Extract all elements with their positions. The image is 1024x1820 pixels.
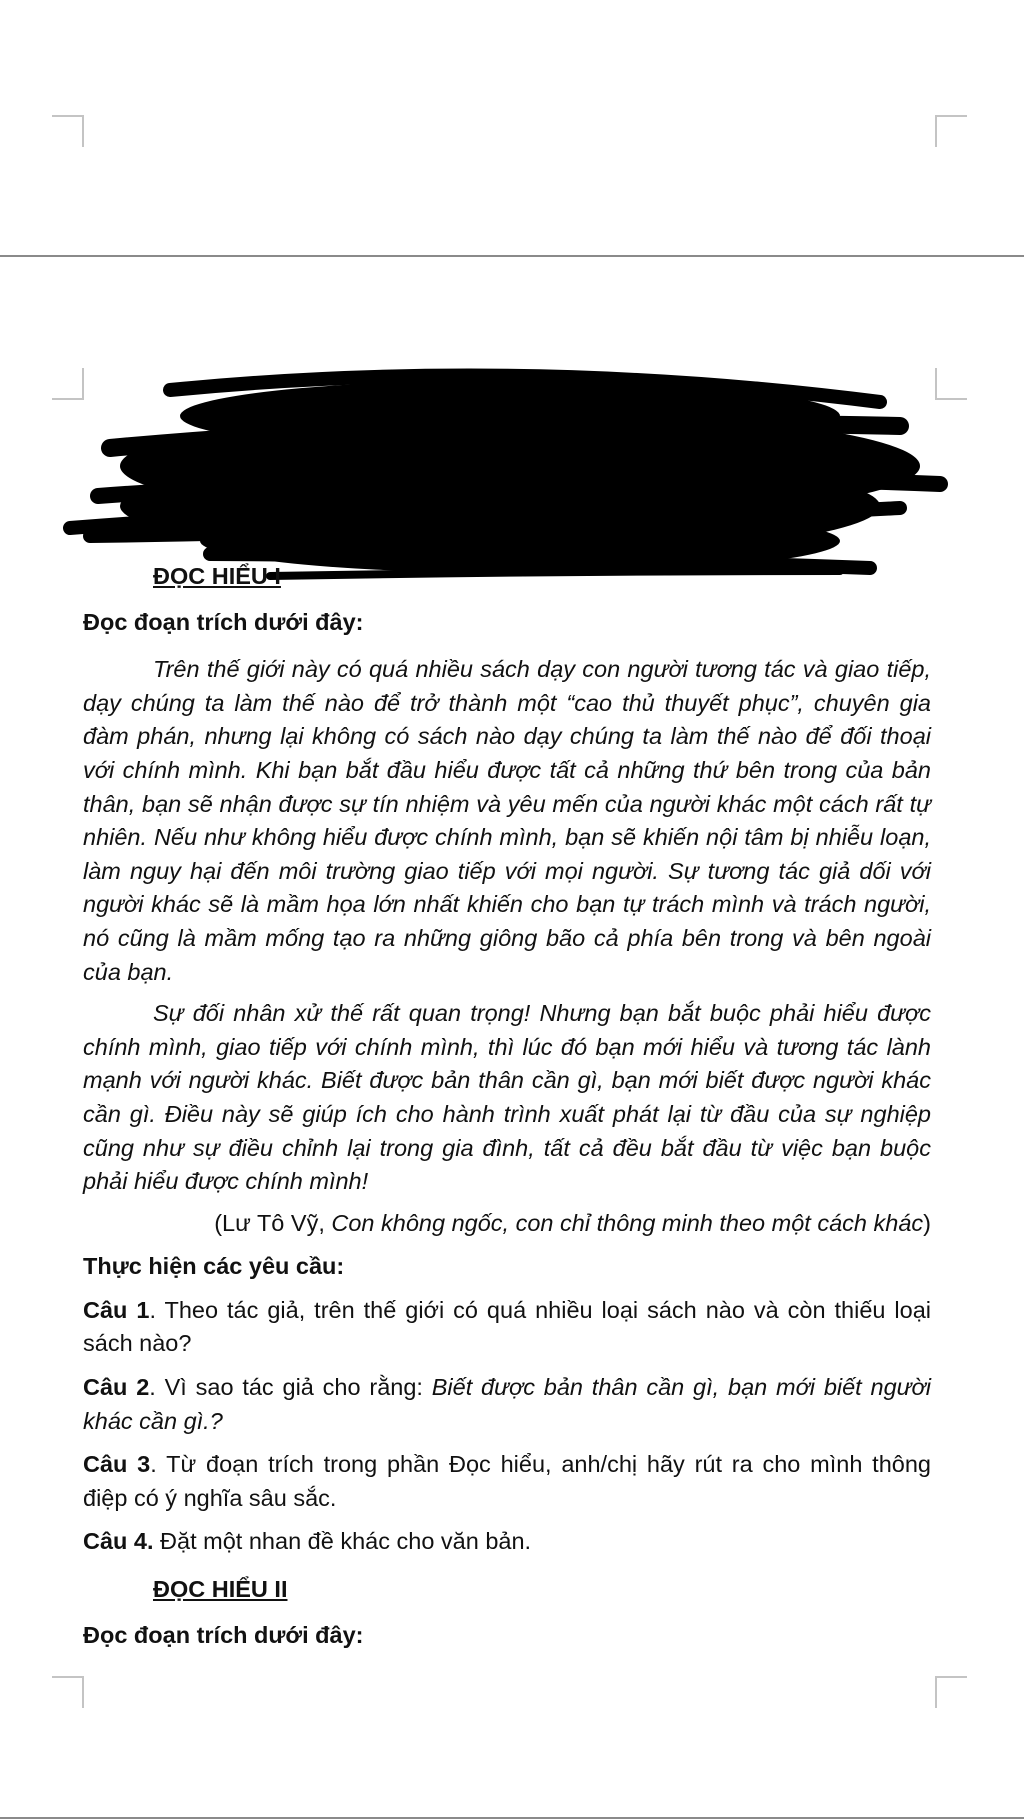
question-label: Câu 3 (83, 1451, 151, 1478)
tasks-label: Thực hiện các yêu cầu: (83, 1253, 345, 1280)
excerpt-paragraph: Trên thế giới này có quá nhiều sách dạy con người tương tác và giao tiếp, dạy chúng ta làm thế nào để trở thành một “cao thủ thuyết phục”, chuyên gia đàm phán, nhưng lại không có sách nào dạy chúng ta làm thế nào để đối thoại với chính mình. Khi bạn bắt đầu hiểu được tất cả những thứ bên trong của bản thân, bạn sẽ nhận được sự tín nhiệm và yêu mến của người khác một cách rất tự nhiên. Nếu như không hiểu được chính mình, bạn sẽ khiến nội tâm bị nhiễu loạn, làm nguy hại đến môi trường giao tiếp với mọi người. Sự tương tác giả dối với người khác sẽ là mầm họa lớn nhất khiến cho bạn tự trách mình và trách người, nó cũng là mầm mống tạo ra những giông bão cả phía bên trong và bên ngoài của bạn. (83, 656, 931, 985)
redaction-scribble (50, 356, 950, 586)
question-quote: Biết được bản thân cần gì, bạn mới biết người khác cần gì.? (83, 1374, 931, 1434)
citation-author: (Lư Tô Vỹ, (214, 1209, 332, 1236)
section-intro: Đọc đoạn trích dưới đây: (83, 608, 364, 635)
question-label: Câu 4. (83, 1528, 154, 1555)
margin-corner-mark (52, 1676, 84, 1708)
question-text: Đặt một nhan đề khác cho văn bản. (153, 1528, 532, 1555)
citation-title: Con không ngốc, con chỉ thông minh theo một cách khác (331, 1209, 924, 1236)
question-text: . Từ đoạn trích trong phần Đọc hiểu, anh/chị hãy rút ra cho mình thông điệp có ý nghĩa sâu sắc. (83, 1451, 931, 1511)
question-item (83, 1371, 931, 1438)
section-heading: ĐỌC HIỂU I (153, 563, 281, 589)
question-label: Câu 2 (83, 1374, 150, 1401)
page-separator-bottom (0, 1817, 1024, 1819)
citation-close: ) (923, 1209, 931, 1236)
margin-corner-mark (52, 115, 84, 147)
margin-corner-mark (935, 1676, 967, 1708)
question-item (83, 1294, 931, 1361)
page-separator-top (0, 255, 1024, 257)
section-intro-2: Đọc đoạn trích dưới đây: (83, 1621, 364, 1648)
section-heading-2: ĐỌC HIỂU II (153, 1576, 288, 1603)
excerpt-paragraph: Sự đối nhân xử thế rất quan trọng! Nhưng bạn bắt buộc phải hiểu được chính mình, giao tiếp với chính mình, thì lúc đó bạn mới hiểu và tương tác lành mạnh với người khác. Biết được bản thân cần gì, bạn mới biết được người khác cần gì. Điều này sẽ giúp ích cho hành trình xuất phát lại từ đầu của sự nghiệp cũng như sự điều chỉnh lại trong gia đình, tất cả đều bắt đầu từ việc bạn buộc phải hiểu được chính mình! (83, 1000, 931, 1195)
question-item (83, 1525, 931, 1559)
question-label: Câu 1 (83, 1296, 150, 1323)
document-body (83, 560, 931, 1652)
question-item (83, 1448, 931, 1515)
question-text: . Theo tác giả, trên thế giới có quá nhiều loại sách nào và còn thiếu loại sách nào? (83, 1296, 931, 1357)
question-text: . Vì sao tác giả cho rằng: (149, 1374, 432, 1401)
citation (83, 1207, 931, 1241)
margin-corner-mark (935, 115, 967, 147)
